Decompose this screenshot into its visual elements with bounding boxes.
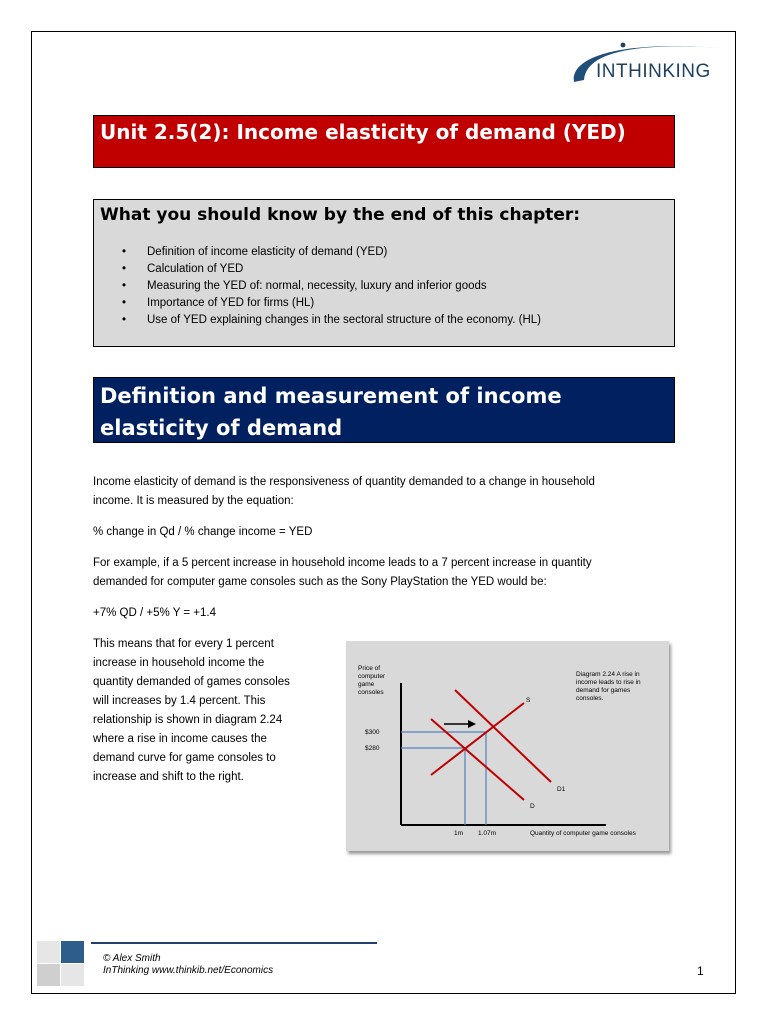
explanation-line: relationship is shown in diagram 2.24: [93, 714, 283, 726]
explanation-line: will increases by 1.4 percent. This: [93, 695, 266, 707]
bullet-icon: •: [122, 314, 127, 326]
footer-square: [37, 964, 60, 986]
definition-line-2: income. It is measured by the equation:: [93, 495, 294, 507]
bullet-icon: •: [122, 297, 127, 309]
list-item: • Calculation of YED: [94, 261, 541, 278]
footer-square: [37, 941, 60, 963]
footer-site: InThinking www.thinkib.net/Economics: [103, 965, 274, 976]
section-title-banner: [93, 377, 675, 443]
caption-line: demand for games: [576, 687, 631, 694]
bullet-icon: •: [122, 246, 127, 258]
price-high-label: $300: [365, 729, 380, 736]
unit-title-banner: [93, 115, 675, 168]
objectives-heading: What you should know by the end of this chapter:: [100, 205, 581, 225]
bullet-icon: •: [122, 280, 127, 292]
demand-label: D: [530, 803, 535, 810]
x-axis-label: Quantity of computer game consoles: [530, 830, 636, 837]
bullet-icon: •: [122, 263, 127, 275]
y-axis-label-line: game: [358, 681, 375, 688]
footer-square: [61, 964, 84, 986]
list-item: • Measuring the YED of: normal, necessity, luxury and inferior goods: [94, 278, 541, 295]
explanation-line: where a rise in income causes the: [93, 733, 267, 745]
footer-rule: [91, 942, 377, 944]
footer-copyright: © Alex Smith: [103, 953, 161, 964]
y-axis-label-line: consoles: [358, 689, 384, 696]
shift-arrow-head: [468, 720, 476, 728]
explanation-line: demand curve for game consoles to: [93, 752, 276, 764]
diagram-2-24: [346, 641, 669, 851]
caption-line: income leads to rise in: [576, 679, 641, 686]
qty-low-label: 1m: [454, 830, 464, 837]
definition-line-1: Income elasticity of demand is the responsiveness of quantity demanded to a change in household: [93, 476, 595, 488]
svg-text:Diagram 2.24 A rise in i: [576, 671, 642, 702]
y-axis-label-line: Price of: [358, 665, 381, 672]
equation: % change in Qd / % change income = YED: [93, 526, 313, 538]
objectives-list: [94, 244, 541, 329]
caption-line: Diagram 2.24 A rise in: [576, 671, 640, 678]
demand-curve-new: [455, 690, 551, 782]
svg-text:Price of computer: [358, 665, 387, 696]
explanation-line: increase and shift to the right.: [93, 771, 244, 783]
section-title: Definition and measurement of income elasticity of demand: [100, 384, 562, 440]
logo-text: INTHINKING: [596, 61, 711, 82]
supply-curve: [431, 703, 524, 775]
price-low-label: $280: [365, 745, 380, 752]
demand-curve: [431, 719, 524, 800]
caption-line: consoles.: [576, 695, 604, 702]
explanation-line: increase in household income the: [93, 657, 265, 669]
list-item: • Importance of YED for firms (HL): [94, 295, 541, 312]
page-number: 1: [697, 964, 704, 978]
y-axis-label-line: computer: [358, 673, 386, 680]
example-line-1: For example, if a 5 percent increase in household income leads to a 7 percent increase in quantity: [93, 557, 592, 569]
explanation-line: quantity demanded of games consoles: [93, 676, 290, 688]
unit-title: Unit 2.5(2): Income elasticity of demand (YED): [100, 120, 626, 144]
objectives-box: [93, 199, 675, 347]
calculation: +7% QD / +5% Y = +1.4: [93, 607, 216, 619]
explanation-line: This means that for every 1 percent: [93, 638, 274, 650]
list-item: • Definition of income elasticity of demand (YED): [94, 244, 541, 261]
footer-square: [61, 941, 84, 963]
list-item: • Use of YED explaining changes in the sectoral structure of the economy. (HL): [94, 312, 541, 329]
qty-high-label: 1.07m: [478, 830, 497, 837]
demand-new-label: D1: [557, 786, 566, 793]
supply-label: S: [526, 697, 531, 704]
example-line-2: demanded for computer game consoles such as the Sony PlayStation the YED would be:: [93, 576, 547, 588]
